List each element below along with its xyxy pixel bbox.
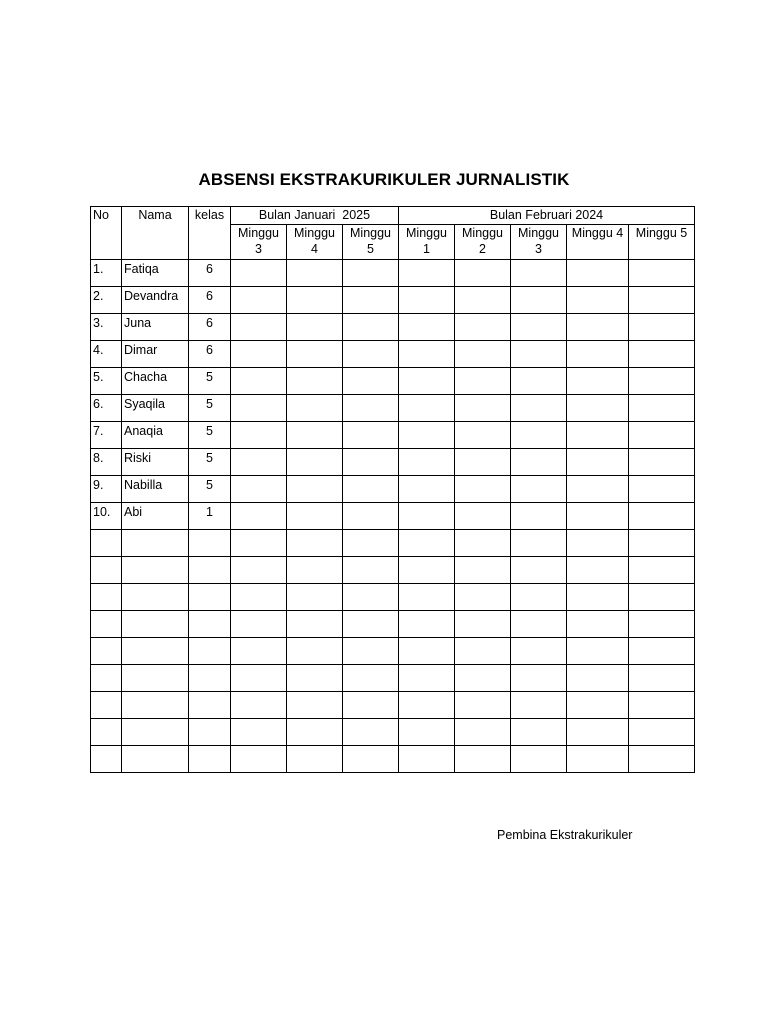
cell-attendance[interactable] [629, 368, 695, 395]
cell-nama: Fatiqa [122, 260, 189, 287]
cell-attendance[interactable] [567, 692, 629, 719]
cell-attendance[interactable] [629, 314, 695, 341]
cell-attendance[interactable] [511, 557, 567, 584]
cell-attendance[interactable] [511, 476, 567, 503]
cell-attendance[interactable] [231, 584, 287, 611]
signature-label: Pembina Ekstrakurikuler [497, 828, 633, 842]
attendance-table [90, 206, 695, 773]
cell-kelas: 5 [189, 476, 231, 503]
cell-nama [122, 638, 189, 665]
cell-attendance[interactable] [567, 665, 629, 692]
cell-attendance[interactable] [399, 341, 455, 368]
table-row [91, 719, 695, 746]
header-nama: Nama [122, 207, 189, 260]
cell-no: 7. [91, 422, 122, 449]
cell-no: 2. [91, 287, 122, 314]
header-month-januari: Bulan Januari 2025 [231, 207, 399, 225]
cell-attendance[interactable] [287, 503, 343, 530]
cell-attendance[interactable] [511, 638, 567, 665]
table-row [91, 584, 695, 611]
cell-attendance[interactable] [455, 476, 511, 503]
cell-nama: Syaqila [122, 395, 189, 422]
cell-attendance[interactable] [455, 314, 511, 341]
cell-attendance[interactable] [511, 422, 567, 449]
cell-attendance[interactable] [287, 665, 343, 692]
cell-attendance[interactable] [287, 746, 343, 773]
cell-attendance[interactable] [455, 557, 511, 584]
cell-attendance[interactable] [231, 368, 287, 395]
table-row [91, 395, 695, 422]
cell-attendance[interactable] [287, 422, 343, 449]
cell-attendance[interactable] [455, 422, 511, 449]
cell-no [91, 719, 122, 746]
cell-kelas [189, 584, 231, 611]
cell-attendance[interactable] [343, 719, 399, 746]
cell-kelas [189, 746, 231, 773]
cell-attendance[interactable] [287, 368, 343, 395]
cell-attendance[interactable] [511, 746, 567, 773]
cell-no [91, 611, 122, 638]
cell-attendance[interactable] [343, 503, 399, 530]
cell-attendance[interactable] [287, 530, 343, 557]
cell-attendance[interactable] [343, 530, 399, 557]
cell-attendance[interactable] [287, 341, 343, 368]
cell-attendance[interactable] [399, 719, 455, 746]
header-week: Minggu 5 [629, 225, 695, 260]
cell-attendance[interactable] [567, 719, 629, 746]
header-week: Minggu 3 [231, 225, 287, 260]
table-row [91, 638, 695, 665]
cell-attendance[interactable] [455, 584, 511, 611]
cell-attendance[interactable] [343, 260, 399, 287]
cell-kelas: 6 [189, 260, 231, 287]
cell-attendance[interactable] [287, 611, 343, 638]
cell-attendance[interactable] [399, 557, 455, 584]
cell-attendance[interactable] [629, 665, 695, 692]
cell-kelas: 1 [189, 503, 231, 530]
cell-attendance[interactable] [629, 611, 695, 638]
table-row [91, 746, 695, 773]
cell-attendance[interactable] [455, 287, 511, 314]
cell-attendance[interactable] [455, 503, 511, 530]
cell-no: 10. [91, 503, 122, 530]
cell-attendance[interactable] [343, 314, 399, 341]
cell-attendance[interactable] [567, 422, 629, 449]
cell-attendance[interactable] [567, 395, 629, 422]
cell-attendance[interactable] [567, 314, 629, 341]
table-row [91, 422, 695, 449]
cell-attendance[interactable] [455, 611, 511, 638]
cell-attendance[interactable] [567, 287, 629, 314]
cell-no [91, 692, 122, 719]
header-week: Minggu 1 [399, 225, 455, 260]
cell-attendance[interactable] [629, 746, 695, 773]
cell-attendance[interactable] [231, 530, 287, 557]
cell-attendance[interactable] [399, 287, 455, 314]
table-row [91, 530, 695, 557]
header-week: Minggu 2 [455, 225, 511, 260]
table-row [91, 611, 695, 638]
cell-attendance[interactable] [399, 503, 455, 530]
cell-attendance[interactable] [343, 665, 399, 692]
cell-attendance[interactable] [231, 422, 287, 449]
cell-attendance[interactable] [567, 530, 629, 557]
cell-no: 6. [91, 395, 122, 422]
cell-attendance[interactable] [231, 341, 287, 368]
cell-attendance[interactable] [399, 692, 455, 719]
cell-attendance[interactable] [399, 665, 455, 692]
cell-kelas: 5 [189, 449, 231, 476]
cell-nama [122, 746, 189, 773]
cell-kelas: 6 [189, 341, 231, 368]
cell-attendance[interactable] [567, 557, 629, 584]
cell-attendance[interactable] [629, 557, 695, 584]
cell-attendance[interactable] [511, 395, 567, 422]
cell-attendance[interactable] [399, 260, 455, 287]
cell-attendance[interactable] [567, 638, 629, 665]
header-kelas: kelas [189, 207, 231, 260]
cell-attendance[interactable] [343, 746, 399, 773]
cell-attendance[interactable] [567, 476, 629, 503]
cell-attendance[interactable] [455, 449, 511, 476]
cell-attendance[interactable] [511, 368, 567, 395]
cell-kelas: 6 [189, 287, 231, 314]
cell-nama [122, 530, 189, 557]
cell-attendance[interactable] [567, 368, 629, 395]
cell-attendance[interactable] [343, 395, 399, 422]
cell-nama [122, 557, 189, 584]
cell-kelas [189, 692, 231, 719]
cell-attendance[interactable] [511, 665, 567, 692]
table-row [91, 665, 695, 692]
cell-attendance[interactable] [629, 449, 695, 476]
cell-attendance[interactable] [629, 530, 695, 557]
cell-attendance[interactable] [399, 368, 455, 395]
table-row [91, 314, 695, 341]
cell-kelas: 5 [189, 422, 231, 449]
cell-kelas: 6 [189, 314, 231, 341]
cell-attendance[interactable] [343, 449, 399, 476]
cell-attendance[interactable] [567, 260, 629, 287]
cell-nama: Riski [122, 449, 189, 476]
cell-attendance[interactable] [629, 719, 695, 746]
cell-no [91, 530, 122, 557]
cell-nama [122, 611, 189, 638]
header-month-februari: Bulan Februari 2024 [399, 207, 695, 225]
cell-attendance[interactable] [231, 287, 287, 314]
cell-nama [122, 692, 189, 719]
cell-attendance[interactable] [629, 341, 695, 368]
cell-attendance[interactable] [511, 719, 567, 746]
cell-attendance[interactable] [567, 584, 629, 611]
page-title: ABSENSI EKSTRAKURIKULER JURNALISTIK [198, 170, 570, 189]
cell-nama: Nabilla [122, 476, 189, 503]
header-no: No [91, 207, 122, 260]
cell-no: 1. [91, 260, 122, 287]
cell-attendance[interactable] [455, 638, 511, 665]
cell-kelas [189, 557, 231, 584]
cell-attendance[interactable] [455, 692, 511, 719]
cell-attendance[interactable] [629, 260, 695, 287]
cell-attendance[interactable] [287, 476, 343, 503]
cell-attendance[interactable] [287, 314, 343, 341]
cell-nama: Devandra [122, 287, 189, 314]
header-week: Minggu 4 [567, 225, 629, 260]
cell-attendance[interactable] [511, 260, 567, 287]
table-row [91, 260, 695, 287]
cell-attendance[interactable] [511, 692, 567, 719]
cell-attendance[interactable] [231, 611, 287, 638]
cell-no: 3. [91, 314, 122, 341]
cell-attendance[interactable] [511, 287, 567, 314]
cell-attendance[interactable] [231, 476, 287, 503]
cell-attendance[interactable] [231, 503, 287, 530]
cell-attendance[interactable] [343, 476, 399, 503]
header-week: Minggu 3 [511, 225, 567, 260]
cell-attendance[interactable] [629, 287, 695, 314]
cell-nama: Juna [122, 314, 189, 341]
cell-attendance[interactable] [511, 314, 567, 341]
cell-attendance[interactable] [455, 395, 511, 422]
cell-attendance[interactable] [231, 665, 287, 692]
cell-kelas [189, 665, 231, 692]
cell-attendance[interactable] [231, 449, 287, 476]
cell-attendance[interactable] [287, 584, 343, 611]
cell-attendance[interactable] [231, 719, 287, 746]
cell-attendance[interactable] [629, 395, 695, 422]
cell-kelas [189, 719, 231, 746]
cell-attendance[interactable] [511, 584, 567, 611]
cell-nama: Anaqia [122, 422, 189, 449]
table-row [91, 692, 695, 719]
cell-no: 8. [91, 449, 122, 476]
cell-kelas [189, 638, 231, 665]
cell-attendance[interactable] [231, 692, 287, 719]
table-row [91, 449, 695, 476]
cell-no [91, 584, 122, 611]
cell-nama [122, 665, 189, 692]
header-week: Minggu 4 [287, 225, 343, 260]
cell-kelas: 5 [189, 368, 231, 395]
cell-attendance[interactable] [399, 746, 455, 773]
cell-attendance[interactable] [511, 449, 567, 476]
cell-attendance[interactable] [343, 341, 399, 368]
cell-attendance[interactable] [399, 584, 455, 611]
cell-attendance[interactable] [455, 368, 511, 395]
cell-attendance[interactable] [629, 503, 695, 530]
cell-attendance[interactable] [455, 530, 511, 557]
cell-attendance[interactable] [455, 665, 511, 692]
cell-kelas [189, 611, 231, 638]
cell-attendance[interactable] [343, 557, 399, 584]
cell-attendance[interactable] [399, 476, 455, 503]
cell-no: 9. [91, 476, 122, 503]
cell-attendance[interactable] [567, 746, 629, 773]
cell-attendance[interactable] [343, 422, 399, 449]
cell-attendance[interactable] [511, 530, 567, 557]
cell-no [91, 557, 122, 584]
table-row [91, 368, 695, 395]
cell-attendance[interactable] [511, 611, 567, 638]
cell-attendance[interactable] [231, 395, 287, 422]
table-row [91, 476, 695, 503]
cell-attendance[interactable] [287, 287, 343, 314]
cell-attendance[interactable] [399, 314, 455, 341]
cell-attendance[interactable] [231, 746, 287, 773]
cell-attendance[interactable] [511, 503, 567, 530]
cell-no: 5. [91, 368, 122, 395]
cell-attendance[interactable] [455, 341, 511, 368]
header-week: Minggu 5 [343, 225, 399, 260]
cell-attendance[interactable] [287, 692, 343, 719]
cell-nama: Abi [122, 503, 189, 530]
cell-attendance[interactable] [399, 530, 455, 557]
cell-attendance[interactable] [231, 314, 287, 341]
cell-nama: Chacha [122, 368, 189, 395]
cell-attendance[interactable] [567, 449, 629, 476]
cell-attendance[interactable] [343, 692, 399, 719]
cell-attendance[interactable] [343, 611, 399, 638]
cell-attendance[interactable] [399, 638, 455, 665]
cell-no: 4. [91, 341, 122, 368]
table-row [91, 557, 695, 584]
cell-no [91, 638, 122, 665]
cell-no [91, 746, 122, 773]
cell-attendance[interactable] [399, 611, 455, 638]
cell-attendance[interactable] [287, 557, 343, 584]
cell-attendance[interactable] [231, 260, 287, 287]
cell-attendance[interactable] [511, 341, 567, 368]
header-row-months [91, 207, 695, 225]
cell-attendance[interactable] [343, 584, 399, 611]
cell-kelas: 5 [189, 395, 231, 422]
cell-attendance[interactable] [399, 422, 455, 449]
cell-nama: Dimar [122, 341, 189, 368]
cell-attendance[interactable] [629, 692, 695, 719]
cell-attendance[interactable] [567, 503, 629, 530]
table-row [91, 503, 695, 530]
cell-attendance[interactable] [399, 449, 455, 476]
cell-attendance[interactable] [399, 395, 455, 422]
cell-attendance[interactable] [343, 368, 399, 395]
cell-attendance[interactable] [455, 719, 511, 746]
cell-attendance[interactable] [629, 584, 695, 611]
cell-kelas [189, 530, 231, 557]
cell-attendance[interactable] [287, 395, 343, 422]
cell-attendance[interactable] [629, 476, 695, 503]
cell-attendance[interactable] [287, 719, 343, 746]
cell-attendance[interactable] [343, 638, 399, 665]
cell-attendance[interactable] [455, 260, 511, 287]
cell-attendance[interactable] [287, 260, 343, 287]
cell-attendance[interactable] [287, 449, 343, 476]
cell-attendance[interactable] [231, 638, 287, 665]
cell-nama [122, 719, 189, 746]
cell-attendance[interactable] [567, 341, 629, 368]
cell-attendance[interactable] [567, 611, 629, 638]
cell-attendance[interactable] [629, 422, 695, 449]
cell-attendance[interactable] [231, 557, 287, 584]
cell-nama [122, 584, 189, 611]
cell-attendance[interactable] [287, 638, 343, 665]
table-row [91, 287, 695, 314]
cell-no [91, 665, 122, 692]
cell-attendance[interactable] [629, 638, 695, 665]
table-row [91, 341, 695, 368]
cell-attendance[interactable] [455, 746, 511, 773]
cell-attendance[interactable] [343, 287, 399, 314]
